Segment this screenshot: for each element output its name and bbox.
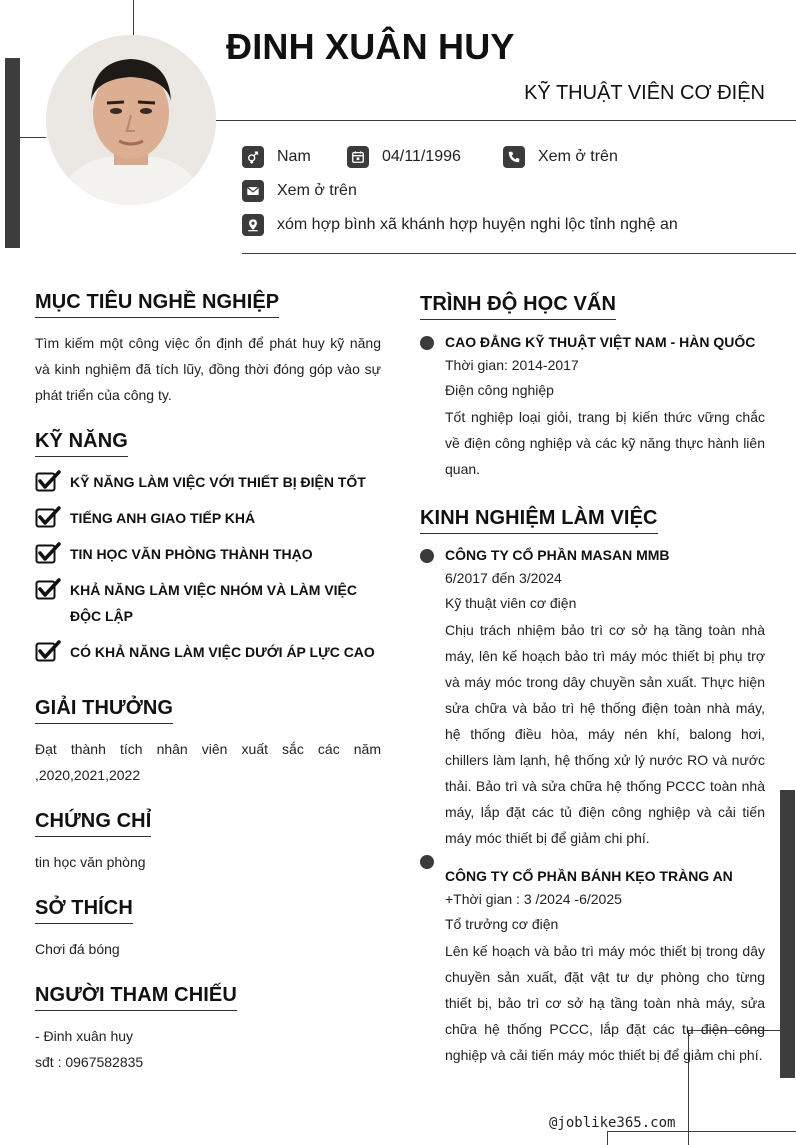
header-divider-top <box>216 120 796 121</box>
experience-title: KINH NGHIỆM LÀM VIỆC <box>420 507 658 534</box>
candidate-name: ĐINH XUÂN HUY <box>226 26 515 67</box>
skill-label: CÓ KHẢ NĂNG LÀM VIỆC DƯỚI ÁP LỰC CAO <box>70 644 375 660</box>
awards-text: Đạt thành tích nhân viên xuất sắc các năm ,2020,2021,2022 <box>35 741 381 783</box>
job-title: KỸ THUẬT VIÊN CƠ ĐIỆN <box>524 82 765 104</box>
objective-title: MỤC TIÊU NGHỀ NGHIỆP <box>35 291 279 318</box>
certificates-text: tin học văn phòng <box>35 854 146 870</box>
skill-item <box>35 639 381 665</box>
education-major: Điện công nghiệp <box>445 382 554 398</box>
checkbox-icon <box>35 470 61 492</box>
phone-value: Xem ở trên <box>538 148 618 165</box>
header-left-tick <box>20 137 46 138</box>
experience-time: 6/2017 đến 3/2024 <box>445 570 562 586</box>
experience-position: Tổ trưởng cơ điện <box>445 916 559 932</box>
certificates-title: CHỨNG CHỈ <box>35 810 151 837</box>
address-value: xóm hợp bình xã khánh hợp huyện nghi lộc tỉnh nghệ an <box>277 216 678 233</box>
skill-label: KHẢ NĂNG LÀM VIỆC NHÓM VÀ LÀM VIỆC ĐỘC LẬP <box>70 582 357 624</box>
education-description: Tốt nghiệp loại giỏi, trang bị kiến thức vững chắc về điện công nghiệp và các kỹ năng thực hành liên quan. <box>445 409 765 477</box>
birthdate-value: 04/11/1996 <box>382 148 461 165</box>
skill-label: TIẾNG ANH GIAO TIẾP KHÁ <box>70 510 256 526</box>
timeline-bullet <box>420 336 434 350</box>
gender-value: Nam <box>277 148 311 165</box>
experience-time: +Thời gian : 3 /2024 -6/2025 <box>445 891 622 907</box>
top-vertical-line <box>133 0 134 38</box>
references-title: NGƯỜI THAM CHIẾU <box>35 984 237 1011</box>
timeline-bullet <box>420 549 434 563</box>
phone-icon <box>503 146 525 168</box>
skill-item <box>35 469 381 495</box>
education-school: CAO ĐẲNG KỸ THUẬT VIỆT NAM - HÀN QUỐC <box>445 334 756 350</box>
objective-text: Tìm kiếm một công việc ổn định để phát huy kỹ năng và kinh nghiệm đã tích lũy, đồng thời đóng góp vào sự phát triển của công ty. <box>35 335 381 403</box>
experience-position: Kỹ thuật viên cơ điện <box>445 595 577 611</box>
reference-phone: sđt : 0967582835 <box>35 1054 144 1070</box>
bottom-frame-v2 <box>607 1131 608 1145</box>
left-accent-bar <box>5 58 20 248</box>
phone-row <box>503 146 618 168</box>
right-accent-bar <box>780 790 795 1078</box>
email-row <box>242 180 357 202</box>
checkbox-icon <box>35 640 61 662</box>
timeline-bullet <box>420 855 434 869</box>
experience-company: CÔNG TY CỔ PHẦN MASAN MMB <box>445 547 670 563</box>
avatar <box>46 35 216 205</box>
location-icon <box>242 214 264 236</box>
education-title: TRÌNH ĐỘ HỌC VẤN <box>420 293 616 320</box>
header-divider-bottom <box>242 253 796 254</box>
education-time: Thời gian: 2014-2017 <box>445 357 579 373</box>
skill-item <box>35 541 381 567</box>
email-value: Xem ở trên <box>277 182 357 199</box>
hobbies-text: Chơi đá bóng <box>35 941 120 957</box>
experience-description: Chịu trách nhiệm bảo trì cơ sở hạ tầng toàn nhà máy, lên kế hoạch bảo trì máy móc thiết bị phụ trợ và máy móc trong dây chuyền sản xuất. Thực hiện sửa chữa và bảo trì hệ thống điện toàn nhà máy, hệ thống điều hòa, máy nén khí, balong hơi, chillers làm lạnh, hệ thống xử lý nước RO và nước thải. Bảo trì và sửa chữa hệ thống PCCC toàn nhà máy, lắp đặt các tủ điện công nghiệp và cải tiến máy móc thiết bị để giảm chi phí. <box>445 622 765 846</box>
gender-icon <box>242 146 264 168</box>
checkbox-icon <box>35 506 61 528</box>
gender-row <box>242 146 311 168</box>
checkbox-icon <box>35 578 61 600</box>
checkbox-icon <box>35 542 61 564</box>
birthdate-row <box>347 146 461 168</box>
watermark: @joblike365.com <box>549 1115 676 1131</box>
reference-name: - Đinh xuân huy <box>35 1028 134 1044</box>
experience-description: Lên kế hoạch và bảo trì máy móc thiết bị trong dây chuyền sản xuất, đặt vật tư dự phòng cho từng thiết bị, bảo trì cơ sở hạ tầng toàn nhà máy, sửa chữa hệ thống PCCC, lắp đặt các tụ điện công nghiệp và cải tiến máy móc thiết bị để giảm chi phí. <box>445 943 765 1063</box>
skill-item <box>35 577 381 629</box>
awards-title: GIẢI THƯỞNG <box>35 697 173 724</box>
email-icon <box>242 180 264 202</box>
bottom-frame-h2 <box>607 1131 796 1132</box>
experience-company: CÔNG TY CỔ PHẦN BÁNH KẸO TRÀNG AN <box>445 868 733 884</box>
skill-label: TIN HỌC VĂN PHÒNG THÀNH THẠO <box>70 546 313 562</box>
calendar-icon <box>347 146 369 168</box>
skill-label: KỸ NĂNG LÀM VIỆC VỚI THIẾT BỊ ĐIỆN TỐT <box>70 474 366 490</box>
hobbies-title: SỞ THÍCH <box>35 897 133 924</box>
skill-item <box>35 505 381 531</box>
skills-title: KỸ NĂNG <box>35 430 128 457</box>
address-row <box>242 214 678 236</box>
